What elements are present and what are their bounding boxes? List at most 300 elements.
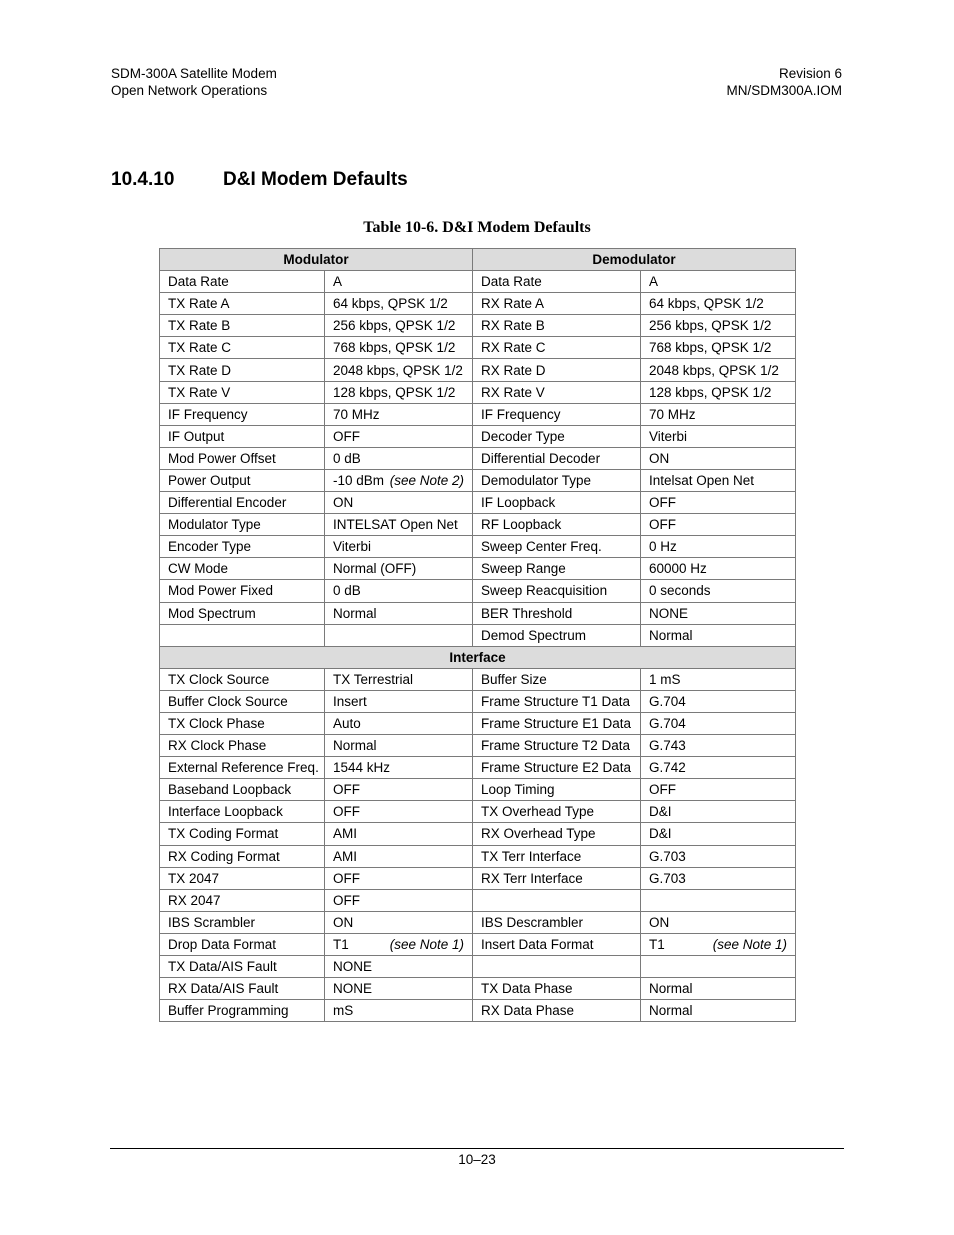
demod-param-value [641, 359, 796, 381]
demod-param-value [641, 889, 796, 911]
mod-param-name-text: RX 2047 [168, 892, 221, 908]
mod-param-name [160, 911, 325, 933]
mod-param-value-text: OFF [333, 892, 360, 908]
demod-param-value-text: 128 kbps, QPSK 1/2 [649, 384, 772, 400]
table-row [160, 668, 796, 690]
demod-param-name [473, 293, 641, 315]
mod-param-name-text: Buffer Programming [168, 1003, 289, 1019]
demod-param-value-text: G.703 [649, 870, 686, 886]
table-row [160, 359, 796, 381]
demod-param-value-text: Intelsat Open Net [649, 472, 755, 488]
demod-param-name [473, 956, 641, 978]
mod-param-name [160, 492, 325, 514]
mod-param-value [325, 580, 473, 602]
mod-param-value [325, 712, 473, 734]
demod-param-name [473, 271, 641, 293]
section-heading [111, 169, 408, 191]
demod-param-value [641, 315, 796, 337]
mod-param-name [160, 536, 325, 558]
demod-param-name [473, 425, 641, 447]
mod-param-name-text: TX Rate V [168, 384, 231, 400]
table-row [160, 536, 796, 558]
mod-param-name [160, 735, 325, 757]
demod-param-name-text: TX Data Phase [481, 981, 573, 997]
demod-param-name-text: TX Terr Interface [481, 848, 582, 864]
table-row [160, 801, 796, 823]
demod-param-name-text: IF Loopback [481, 495, 556, 511]
mod-param-value-text: NONE [333, 959, 373, 975]
mod-param-value [325, 558, 473, 580]
table-row [160, 911, 796, 933]
table-row [160, 514, 796, 536]
demod-param-name-text: RX Data Phase [481, 1003, 575, 1019]
mod-param-value-text: OFF [333, 804, 360, 820]
demod-param-value [641, 668, 796, 690]
table-row [160, 779, 796, 801]
demod-param-name [473, 757, 641, 779]
mod-param-name [160, 956, 325, 978]
mod-param-value-text: mS [333, 1003, 354, 1019]
footer-rule [110, 1148, 844, 1149]
demod-param-name-text: Frame Structure T1 Data [481, 693, 631, 709]
demod-param-name [473, 845, 641, 867]
demod-param-name [473, 712, 641, 734]
mod-param-name-text: TX Rate C [168, 340, 232, 356]
mod-param-name [160, 359, 325, 381]
mod-param-value [325, 271, 473, 293]
demod-param-name-text: Sweep Center Freq. [481, 539, 602, 555]
revision: Revision 6 [778, 66, 842, 81]
demod-param-value-text: A [649, 274, 659, 290]
mod-param-value [325, 779, 473, 801]
mod-param-name-text: Differential Encoder [168, 495, 287, 511]
demod-param-name [473, 359, 641, 381]
table-row [160, 580, 796, 602]
mod-param-value [325, 978, 473, 1000]
header-right [726, 66, 842, 99]
table-row [160, 381, 796, 403]
doc-number: MN/SDM300A.IOM [726, 82, 842, 98]
mod-param-name-text: Drop Data Format [168, 936, 277, 952]
table-row [160, 624, 796, 646]
mod-param-value-text: 256 kbps, QPSK 1/2 [333, 318, 456, 334]
demod-param-name [473, 735, 641, 757]
mod-param-value-text: ON [333, 914, 354, 930]
mod-param-value [325, 690, 473, 712]
demod-param-name [473, 447, 641, 469]
mod-param-name [160, 867, 325, 889]
mod-param-value [325, 867, 473, 889]
demod-param-value [641, 469, 796, 491]
table-row [160, 845, 796, 867]
demod-param-name [473, 889, 641, 911]
demod-param-value [641, 492, 796, 514]
demod-param-value-text: T1 [649, 936, 665, 952]
mod-param-value-text: 128 kbps, QPSK 1/2 [333, 384, 456, 400]
mod-param-name-text: Buffer Clock Source [168, 693, 288, 709]
table-row [160, 712, 796, 734]
mod-param-name [160, 712, 325, 734]
table-row [160, 293, 796, 315]
mod-param-value-text: OFF [333, 870, 360, 886]
demod-param-value [641, 403, 796, 425]
demod-param-value-text: 70 MHz [649, 406, 696, 422]
demod-param-name-text: RX Rate B [481, 318, 545, 334]
mod-param-value-text: T1 [333, 936, 349, 952]
mod-param-value-text: Viterbi [333, 539, 372, 555]
mod-param-name [160, 1000, 325, 1022]
chapter-title: Open Network Operations [111, 82, 268, 98]
header-left [111, 66, 277, 99]
demod-param-name-text: Data Rate [481, 274, 542, 290]
demod-param-value-text: 256 kbps, QPSK 1/2 [649, 318, 772, 334]
demod-param-value-text: Normal [649, 1003, 693, 1019]
mod-param-value [325, 735, 473, 757]
table-row [160, 403, 796, 425]
mod-param-value-text: TX Terrestrial [333, 671, 414, 687]
doc-title: SDM-300A Satellite Modem [111, 66, 277, 81]
interface-header: Interface [160, 646, 796, 668]
demod-param-value [641, 514, 796, 536]
demod-param-name-text: Differential Decoder [481, 450, 601, 466]
demod-param-value-text: 60000 Hz [649, 561, 707, 577]
mod-param-value-text: 2048 kbps, QPSK 1/2 [333, 362, 463, 378]
demod-param-value-text: G.742 [649, 760, 686, 776]
mod-param-value [325, 1000, 473, 1022]
demod-param-value-text: 0 Hz [649, 539, 677, 555]
demod-param-value [641, 845, 796, 867]
demod-param-name [473, 602, 641, 624]
note-reference: (see Note 1) [712, 936, 788, 952]
mod-param-value-text: Normal [333, 605, 377, 621]
demod-param-name-text: IBS Descrambler [481, 914, 584, 930]
demod-param-value [641, 823, 796, 845]
demod-param-name [473, 911, 641, 933]
demod-param-name-text: Insert Data Format [481, 936, 594, 952]
mod-param-name [160, 801, 325, 823]
mod-param-name [160, 558, 325, 580]
demod-param-value [641, 911, 796, 933]
table-row [160, 447, 796, 469]
demod-param-value-text: G.704 [649, 716, 686, 732]
demod-param-value [641, 757, 796, 779]
demod-param-name-text: Sweep Range [481, 561, 566, 577]
mod-param-value-text: Normal [333, 738, 377, 754]
mod-param-name [160, 580, 325, 602]
demod-param-value [641, 447, 796, 469]
table-row [160, 271, 796, 293]
mod-param-value-text: AMI [333, 848, 358, 864]
table-row [160, 1000, 796, 1022]
demod-param-value [641, 1000, 796, 1022]
mod-param-name-text: Mod Power Fixed [168, 583, 274, 599]
demod-param-value [641, 602, 796, 624]
demod-param-value-text: 1 mS [649, 671, 681, 687]
demod-param-name [473, 469, 641, 491]
demod-param-name-text: Buffer Size [481, 671, 547, 687]
mod-param-name-text: Modulator Type [168, 517, 261, 533]
mod-param-name [160, 779, 325, 801]
demod-param-name [473, 558, 641, 580]
demod-param-name-text: RX Rate A [481, 296, 545, 312]
table-row [160, 425, 796, 447]
demod-param-value [641, 956, 796, 978]
demod-param-name [473, 403, 641, 425]
mod-param-name-text: RX Clock Phase [168, 738, 267, 754]
demod-param-name [473, 823, 641, 845]
section-title: D&I Modem Defaults [223, 169, 408, 190]
demod-param-value [641, 580, 796, 602]
demod-param-value [641, 425, 796, 447]
mod-param-value [325, 602, 473, 624]
mod-param-value [325, 536, 473, 558]
demodulator-header: Demodulator [473, 249, 796, 271]
mod-param-value-text: 0 dB [333, 450, 361, 466]
demod-param-value [641, 712, 796, 734]
note-reference: (see Note 1) [389, 936, 464, 952]
demod-param-value-text: NONE [649, 605, 689, 621]
demod-param-value-text: 0 seconds [649, 583, 711, 599]
demod-param-name-text: Demodulator Type [481, 472, 592, 488]
mod-param-value [325, 823, 473, 845]
mod-param-value-text: NONE [333, 981, 373, 997]
mod-param-name-text: TX Rate B [168, 318, 231, 334]
mod-param-value [325, 337, 473, 359]
table-row [160, 956, 796, 978]
demod-param-name-text: Frame Structure T2 Data [481, 738, 631, 754]
mod-param-name [160, 403, 325, 425]
table-row [160, 315, 796, 337]
mod-param-value [325, 469, 473, 491]
mod-param-name-text: IBS Scrambler [168, 914, 256, 930]
mod-param-value-text: Auto [333, 716, 361, 732]
mod-param-name [160, 381, 325, 403]
mod-param-value [325, 514, 473, 536]
demod-param-value-text: G.704 [649, 693, 686, 709]
mod-param-value [325, 315, 473, 337]
mod-param-name-text: TX Rate A [168, 296, 230, 312]
mod-param-value-text: 64 kbps, QPSK 1/2 [333, 296, 448, 312]
demod-param-value-text: D&I [649, 826, 672, 842]
mod-param-name [160, 514, 325, 536]
table-row [160, 867, 796, 889]
mod-param-value-text: OFF [333, 428, 360, 444]
mod-param-name-text: TX Coding Format [168, 826, 279, 842]
mod-param-name-text: TX Clock Source [168, 671, 270, 687]
demod-param-name [473, 668, 641, 690]
mod-param-value-text: 1544 kHz [333, 760, 391, 776]
demod-param-name [473, 933, 641, 955]
mod-param-name [160, 425, 325, 447]
demod-param-name-text: IF Frequency [481, 406, 561, 422]
mod-param-value [325, 293, 473, 315]
defaults-table-body [160, 249, 796, 1022]
section-number: 10.4.10 [111, 169, 175, 190]
demod-param-value-text: OFF [649, 782, 676, 798]
demod-param-name [473, 978, 641, 1000]
demod-param-name [473, 514, 641, 536]
mod-param-name-text: Mod Power Offset [168, 450, 276, 466]
demod-param-name [473, 1000, 641, 1022]
mod-param-value [325, 492, 473, 514]
mod-param-value-text: OFF [333, 782, 360, 798]
mod-param-value [325, 933, 473, 955]
demod-param-value-text: G.743 [649, 738, 686, 754]
mod-param-value [325, 381, 473, 403]
mod-param-value [325, 668, 473, 690]
mod-param-name [160, 889, 325, 911]
demod-param-name-text: BER Threshold [481, 605, 573, 621]
demod-param-value [641, 779, 796, 801]
mod-param-name [160, 978, 325, 1000]
demod-param-name-text: Frame Structure E1 Data [481, 716, 632, 732]
mod-param-name-text: RX Coding Format [168, 848, 280, 864]
demod-param-value [641, 271, 796, 293]
mod-param-name-text: Interface Loopback [168, 804, 283, 820]
mod-param-name-text: TX Clock Phase [168, 716, 265, 732]
demod-param-name-text: RX Rate D [481, 362, 546, 378]
mod-param-value [325, 624, 473, 646]
demod-param-value [641, 690, 796, 712]
demod-param-name-text: RX Rate V [481, 384, 545, 400]
demod-param-value-text: 2048 kbps, QPSK 1/2 [649, 362, 779, 378]
demod-param-value [641, 381, 796, 403]
mod-param-name-text: Encoder Type [168, 539, 252, 555]
mod-param-value-text: Insert [333, 693, 367, 709]
mod-param-name [160, 469, 325, 491]
defaults-table [159, 248, 796, 1022]
demod-param-name-text: RX Overhead Type [481, 826, 596, 842]
mod-param-value [325, 447, 473, 469]
demod-param-name [473, 580, 641, 602]
mod-param-value [325, 956, 473, 978]
mod-param-value-text: -10 dBm [333, 472, 385, 488]
demod-param-value-text: ON [649, 450, 670, 466]
demod-param-value-text: OFF [649, 517, 676, 533]
mod-param-value-text: ON [333, 495, 354, 511]
table-row [160, 933, 796, 955]
mod-param-name [160, 293, 325, 315]
mod-param-value [325, 801, 473, 823]
mod-param-value [325, 889, 473, 911]
mod-param-name-text: IF Frequency [168, 406, 248, 422]
mod-param-name-text: RX Data/AIS Fault [168, 981, 279, 997]
mod-param-value [325, 425, 473, 447]
demod-param-value-text: OFF [649, 495, 676, 511]
mod-param-name-text: TX Rate D [168, 362, 232, 378]
demod-param-name-text: RF Loopback [481, 517, 562, 533]
mod-param-name [160, 823, 325, 845]
mod-param-name [160, 447, 325, 469]
demod-param-value [641, 735, 796, 757]
mod-param-name-text: TX Data/AIS Fault [168, 959, 277, 975]
demod-param-name [473, 624, 641, 646]
mod-param-value [325, 911, 473, 933]
mod-param-name-text: Data Rate [168, 274, 229, 290]
modulator-header: Modulator [160, 249, 473, 271]
mod-param-name-text: TX 2047 [168, 870, 220, 886]
mod-param-value-text: 0 dB [333, 583, 361, 599]
table-row [160, 690, 796, 712]
table-row [160, 978, 796, 1000]
demod-param-name-text: Loop Timing [481, 782, 555, 798]
table-row [160, 602, 796, 624]
demod-param-name-text: RX Terr Interface [481, 870, 583, 886]
demod-param-value [641, 624, 796, 646]
demod-param-value-text: Viterbi [649, 428, 688, 444]
mod-param-value-text: AMI [333, 826, 358, 842]
demod-param-name [473, 492, 641, 514]
demod-param-value [641, 933, 796, 955]
demod-param-name [473, 801, 641, 823]
mod-param-name [160, 757, 325, 779]
mod-param-name [160, 602, 325, 624]
demod-param-value [641, 536, 796, 558]
demod-param-name [473, 337, 641, 359]
demod-param-name-text: RX Rate C [481, 340, 546, 356]
mod-param-name-text: IF Output [168, 428, 225, 444]
mod-param-name-text: External Reference Freq. [168, 760, 319, 776]
demod-param-value [641, 867, 796, 889]
demod-param-value-text: D&I [649, 804, 672, 820]
demod-param-name [473, 315, 641, 337]
demod-param-value [641, 978, 796, 1000]
demod-param-value [641, 337, 796, 359]
demod-param-name [473, 536, 641, 558]
mod-param-value [325, 757, 473, 779]
mod-param-name-text: Power Output [168, 472, 251, 488]
demod-param-name-text: Demod Spectrum [481, 627, 587, 643]
demod-param-value [641, 558, 796, 580]
mod-param-name [160, 668, 325, 690]
demod-param-name [473, 381, 641, 403]
mod-param-name-text: Baseband Loopback [168, 782, 292, 798]
mod-param-value-text: Normal (OFF) [333, 561, 417, 577]
demod-param-name-text: Decoder Type [481, 428, 565, 444]
interface-header-row [160, 646, 796, 668]
page-number: 10–23 [458, 1152, 496, 1167]
demod-param-name-text: TX Overhead Type [481, 804, 595, 820]
demod-param-value-text: 768 kbps, QPSK 1/2 [649, 340, 772, 356]
mod-param-name [160, 690, 325, 712]
table-row [160, 823, 796, 845]
demod-param-value [641, 293, 796, 315]
demod-param-value-text: Normal [649, 627, 693, 643]
mod-param-name [160, 271, 325, 293]
table-row [160, 757, 796, 779]
table-row [160, 889, 796, 911]
demod-param-value-text: G.703 [649, 848, 686, 864]
mod-param-value-text: A [333, 274, 343, 290]
demod-param-value-text: Normal [649, 981, 693, 997]
mod-param-name [160, 624, 325, 646]
demod-param-value [641, 801, 796, 823]
demod-param-name [473, 779, 641, 801]
note-reference: (see Note 2) [389, 472, 464, 488]
demod-param-name-text: Sweep Reacquisition [481, 583, 608, 599]
mod-param-value-text: 70 MHz [333, 406, 380, 422]
table-header-row [160, 249, 796, 271]
table-row [160, 337, 796, 359]
table-row [160, 558, 796, 580]
mod-param-name-text: Mod Spectrum [168, 605, 256, 621]
table-row [160, 492, 796, 514]
table-row [160, 735, 796, 757]
mod-param-value [325, 403, 473, 425]
demod-param-value-text: 64 kbps, QPSK 1/2 [649, 296, 764, 312]
demod-param-value-text: ON [649, 914, 670, 930]
mod-param-name [160, 337, 325, 359]
